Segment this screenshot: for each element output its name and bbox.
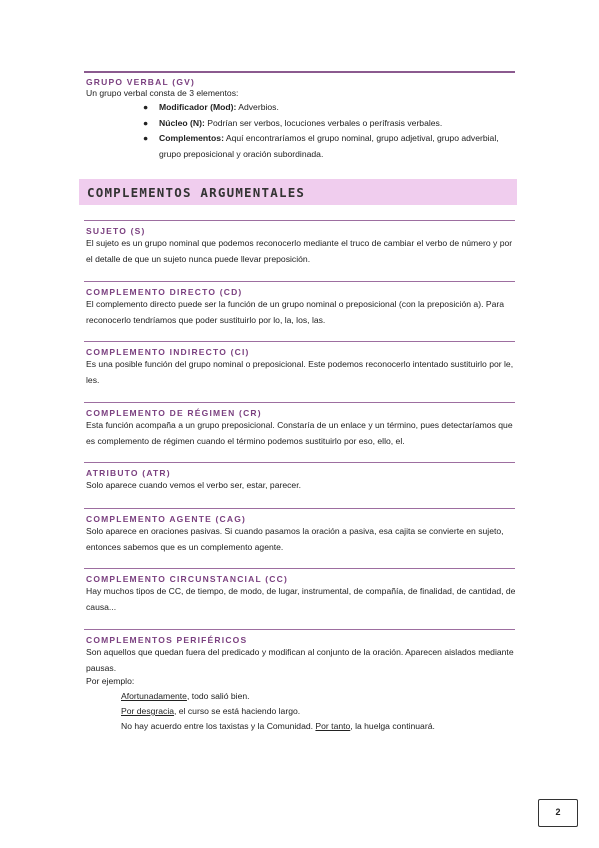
perifericos-text: Son aquellos que quedan fuera del predicado y modifican al conjunto de la oración. Aparecen aislados mediante pausas. <box>86 647 514 673</box>
ci-heading: COMPLEMENTO INDIRECTO (CI) <box>86 347 250 357</box>
cc-text: Hay muchos tipos de CC, de tiempo, de modo, de lugar, instrumental, de compañía, de finalidad, de cantidad, de causa... <box>86 586 516 612</box>
section-divider <box>84 341 515 342</box>
list-item <box>143 116 515 132</box>
cc-heading: COMPLEMENTO CIRCUNSTANCIAL (CC) <box>86 574 288 584</box>
cag-text: Solo aparece en oraciones pasivas. Si cuando pasamos la oración a pasiva, esa cajita se convierte en sujeto, entonces sabemos que es un complemento agente. <box>86 526 504 552</box>
cr-text: Esta función acompaña a un grupo preposicional. Constaría de un enlace y un término, pues detectaríamos que es complemento de régimen cuando el término podemos sustituirlo por eso, ello, el. <box>86 420 513 446</box>
example-label: Por ejemplo: <box>86 676 135 686</box>
atr-heading: ATRIBUTO (ATR) <box>86 468 171 478</box>
section-divider <box>84 462 515 463</box>
bullet-icon: ● <box>143 133 149 143</box>
sujeto-text: El sujeto es un grupo nominal que podemos reconocerlo mediante el truco de cambiar el verbo de número y por el detalle de que un sujeto nunca puede llevar preposición. <box>86 238 513 264</box>
section-divider <box>84 71 515 73</box>
definition: Adverbios. <box>236 102 279 112</box>
example-line: Por desgracia, el curso se está haciendo largo. <box>121 706 301 716</box>
section-divider <box>84 281 515 282</box>
ci-text: Es una posible función del grupo nominal o preposicional. Este podemos reconocerlo intentado sustituirlo por le, les. <box>86 359 514 385</box>
perifericos-heading: COMPLEMENTOS PERIFÉRICOS <box>86 635 248 645</box>
section-divider <box>84 568 515 569</box>
section-divider <box>84 629 515 630</box>
grupo-verbal-intro: Un grupo verbal consta de 3 elementos: <box>86 88 239 98</box>
bullet-icon: ● <box>143 117 149 128</box>
page-number: 2 <box>555 807 561 817</box>
bullet-icon: ● <box>143 102 149 112</box>
term: Núcleo (N): <box>159 117 205 128</box>
underlined-connector: Afortunadamente <box>121 691 187 701</box>
banner-title: COMPLEMENTOS ARGUMENTALES <box>87 185 306 200</box>
underlined-connector: Por desgracia <box>121 706 175 716</box>
cd-heading: COMPLEMENTO DIRECTO (CD) <box>86 287 243 297</box>
section-divider <box>84 220 515 221</box>
grupo-verbal-list <box>143 100 515 162</box>
grupo-verbal-heading: GRUPO VERBAL (GV) <box>86 77 196 87</box>
cag-heading: COMPLEMENTO AGENTE (CAG) <box>86 514 247 524</box>
section-banner <box>79 179 517 205</box>
atr-text: Solo aparece cuando vemos el verbo ser, estar, parecer. <box>86 480 301 490</box>
underlined-connector: Por tanto <box>315 721 351 731</box>
cd-text: El complemento directo puede ser la función de un grupo nominal o preposicional (con la preposición a). Para reconocerlo tendríamos que poder sustituirlo por lo, la, los, las. <box>86 299 504 325</box>
sujeto-heading: SUJETO (S) <box>86 226 146 236</box>
term: Modificador (Mod): <box>159 102 237 112</box>
example-line: Afortunadamente, todo salió bien. <box>121 691 250 701</box>
definition: Podrían ser verbos, locuciones verbales o perífrasis verbales. <box>204 117 443 128</box>
section-divider <box>84 508 515 509</box>
list-item <box>143 131 515 162</box>
section-divider <box>84 402 515 403</box>
example-line: No hay acuerdo entre los taxistas y la Comunidad. Por tanto, la huelga continuará. <box>121 721 435 731</box>
list-item <box>143 100 515 116</box>
term: Complementos: <box>159 133 224 143</box>
page-number-box <box>538 799 578 827</box>
cr-heading: COMPLEMENTO DE RÉGIMEN (CR) <box>86 408 262 418</box>
definition: Aquí encontraríamos el grupo nominal, grupo adjetival, grupo adverbial, grupo preposicional y oración subordinada. <box>159 133 499 159</box>
